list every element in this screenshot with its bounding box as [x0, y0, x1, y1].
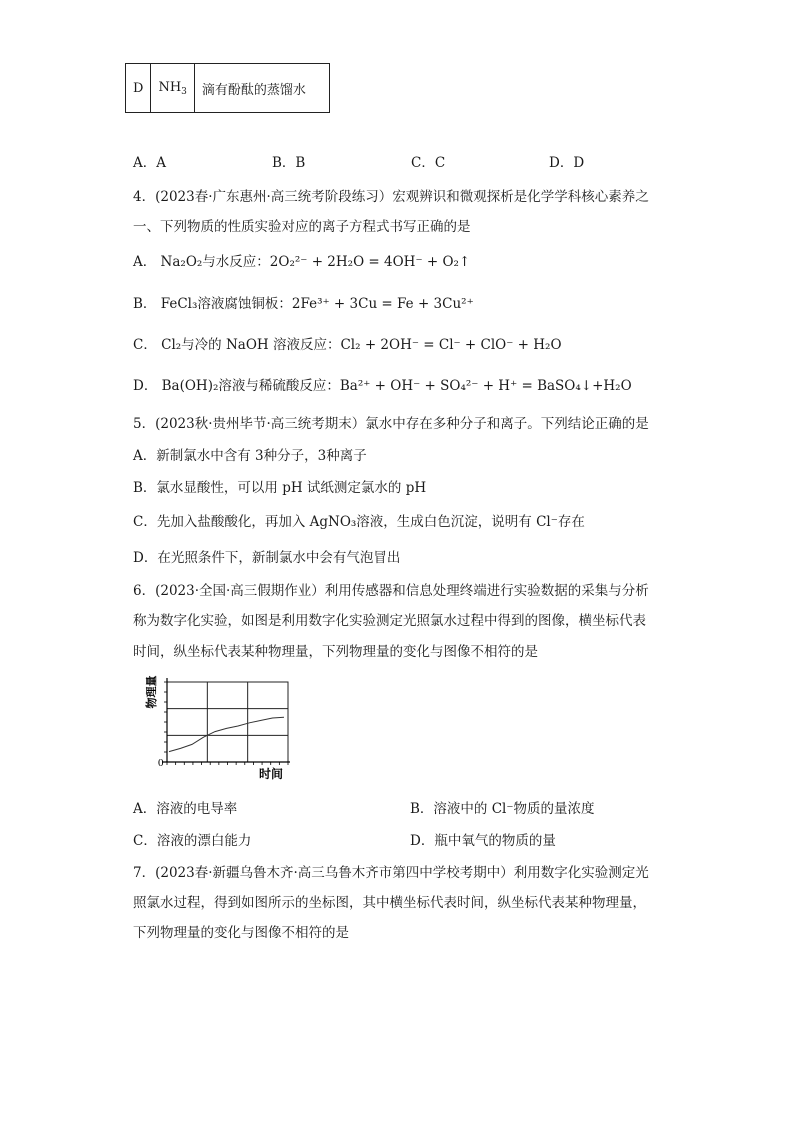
q7-stem-line1: 7．(2023春·新疆乌鲁木齐·高三乌鲁木齐市第四中学校考期中）利用数字化实验测定光 [133, 865, 649, 881]
q6-option-c[interactable]: C．溶液的漂白能力 [133, 833, 252, 849]
q7-stem-line3: 下列物理量的变化与图像不相符的是 [133, 925, 349, 941]
q6-option-a[interactable]: A．溶液的电导率 [133, 801, 238, 817]
q4-option-b[interactable]: B． FeCl₃溶液腐蚀铜板：2Fe³⁺ + 3Cu = Fe + 3Cu²⁺ [133, 296, 474, 312]
chart-y-label: 物理量 [145, 675, 158, 709]
chart-grid [162, 678, 290, 765]
q3-option-b[interactable]: B．B [272, 155, 306, 171]
q6-stem-line2: 称为数字化实验，如图是利用数字化实验测定光照氯水过程中得到的图像，横坐标代表 [133, 613, 646, 629]
chart-frame [167, 682, 288, 762]
q5-stem: 5．(2023秋·贵州毕节·高三统考期末）氯水中存在多种分子和离子。下列结论正确的是 [133, 416, 649, 432]
row-substance: $NH_3$ [151, 64, 194, 113]
q7-stem-line2: 照氯水过程，得到如图所示的坐标图，其中横坐标代表时间，纵坐标代表某种物理量， [133, 895, 646, 911]
chart-origin-label: 0 [158, 757, 164, 769]
q5-option-a[interactable]: A．新制氯水中含有 3种分子，3种离子 [133, 448, 367, 464]
q4-stem-line1: 4．(2023春·广东惠州·高三统考阶段练习）宏观辨识和微观探析是化学学科核心素养之 [133, 189, 649, 205]
q3-option-d[interactable]: D．D [549, 155, 585, 171]
q5-option-b[interactable]: B．氯水显酸性，可以用 pH 试纸测定氯水的 pH [133, 480, 427, 496]
q6-option-b[interactable]: B．溶液中的 Cl⁻物质的量浓度 [410, 801, 595, 817]
row-label: D [126, 64, 151, 113]
q4-option-d[interactable]: D． Ba(OH)₂溶液与稀硫酸反应：Ba²⁺ + OH⁻ + SO₄²⁻ + H⁺ = BaSO₄↓+H₂O [133, 378, 632, 394]
q4-option-c[interactable]: C． Cl₂与冷的 NaOH 溶液反应：Cl₂ + 2OH⁻ = Cl⁻ + ClO⁻ + H₂O [133, 337, 562, 353]
q3-option-c[interactable]: C．C [411, 155, 446, 171]
chart-series-line [169, 717, 284, 751]
q6-stem-line1: 6．(2023·全国·高三假期作业）利用传感器和信息处理终端进行实验数据的采集与分析 [133, 583, 649, 599]
row-liquid: 滴有酚酞的蒸馏水 [194, 64, 329, 113]
q5-option-d[interactable]: D．在光照条件下，新制氯水中会有气泡冒出 [133, 550, 401, 566]
options-table [125, 63, 330, 113]
q5-option-c[interactable]: C．先加入盐酸酸化，再加入 AgNO₃溶液，生成白色沉淀，说明有 Cl⁻存在 [133, 514, 585, 530]
q4-stem-line2: 一、下列物质的性质实验对应的离子方程式书写正确的是 [133, 219, 471, 235]
q6-option-d[interactable]: D．瓶中氧气的物质的量 [410, 833, 556, 849]
q3-option-a[interactable]: A．A [133, 155, 166, 171]
chart-x-label: 时间 [258, 767, 284, 781]
q4-option-a[interactable]: A． Na₂O₂与水反应：2O₂²⁻ + 2H₂O = 4OH⁻ + O₂↑ [133, 254, 471, 270]
q3-options [133, 151, 693, 171]
line-chart [145, 670, 295, 785]
table-row [126, 64, 330, 113]
q6-stem-line3: 时间，纵坐标代表某种物理量，下列物理量的变化与图像不相符的是 [133, 644, 538, 660]
